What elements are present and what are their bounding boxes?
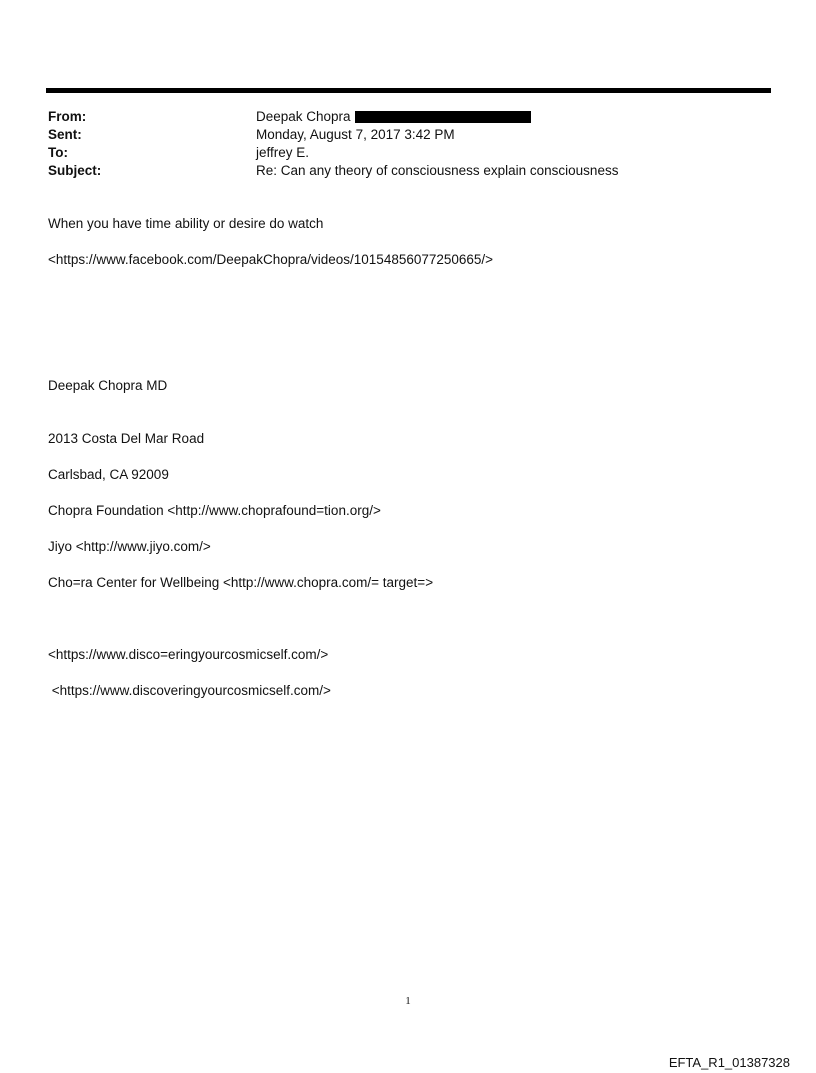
redaction-block — [355, 111, 531, 123]
from-value: Deepak Chopra — [256, 109, 351, 124]
jiyo-link[interactable]: Jiyo <http://www.jiyo.com/> — [48, 539, 211, 554]
signature-address-city: Carlsbad, CA 92009 — [48, 467, 169, 482]
header-row-sent — [48, 126, 618, 144]
subject-value: Re: Can any theory of consciousness explain consciousness — [256, 163, 619, 178]
facebook-video-link[interactable]: <https://www.facebook.com/DeepakChopra/videos/10154856077250665/> — [48, 252, 494, 267]
header-row-from — [48, 108, 618, 126]
subject-label: Subject: — [48, 163, 102, 178]
header-row-to — [48, 144, 618, 162]
sent-label: Sent: — [48, 127, 82, 142]
from-value-wrap — [256, 108, 531, 126]
header-divider — [46, 88, 771, 93]
chopra-foundation-link[interactable]: Chopra Foundation <http://www.choprafound=tion.org/> — [48, 503, 381, 518]
sent-value: Monday, August 7, 2017 3:42 PM — [256, 127, 455, 142]
cosmic-self-link-1[interactable]: <https://www.disco=eringyourcosmicself.com/> — [48, 647, 329, 662]
cosmic-self-link-2[interactable]: <https://www.discoveringyourcosmicself.com/> — [48, 683, 331, 698]
from-label: From: — [48, 109, 87, 124]
signature-name: Deepak Chopra MD — [48, 378, 168, 393]
signature-address-street: 2013 Costa Del Mar Road — [48, 431, 205, 446]
chopra-center-link[interactable]: Cho=ra Center for Wellbeing <http://www.chopra.com/= target=> — [48, 575, 434, 590]
to-value: jeffrey E. — [256, 145, 310, 160]
to-label: To: — [48, 145, 68, 160]
page-number: 1 — [405, 995, 411, 1007]
header-row-subject — [48, 162, 618, 180]
bates-number: EFTA_R1_01387328 — [668, 1055, 790, 1070]
email-header — [48, 108, 618, 180]
body-intro-line: When you have time ability or desire do watch — [48, 216, 324, 231]
